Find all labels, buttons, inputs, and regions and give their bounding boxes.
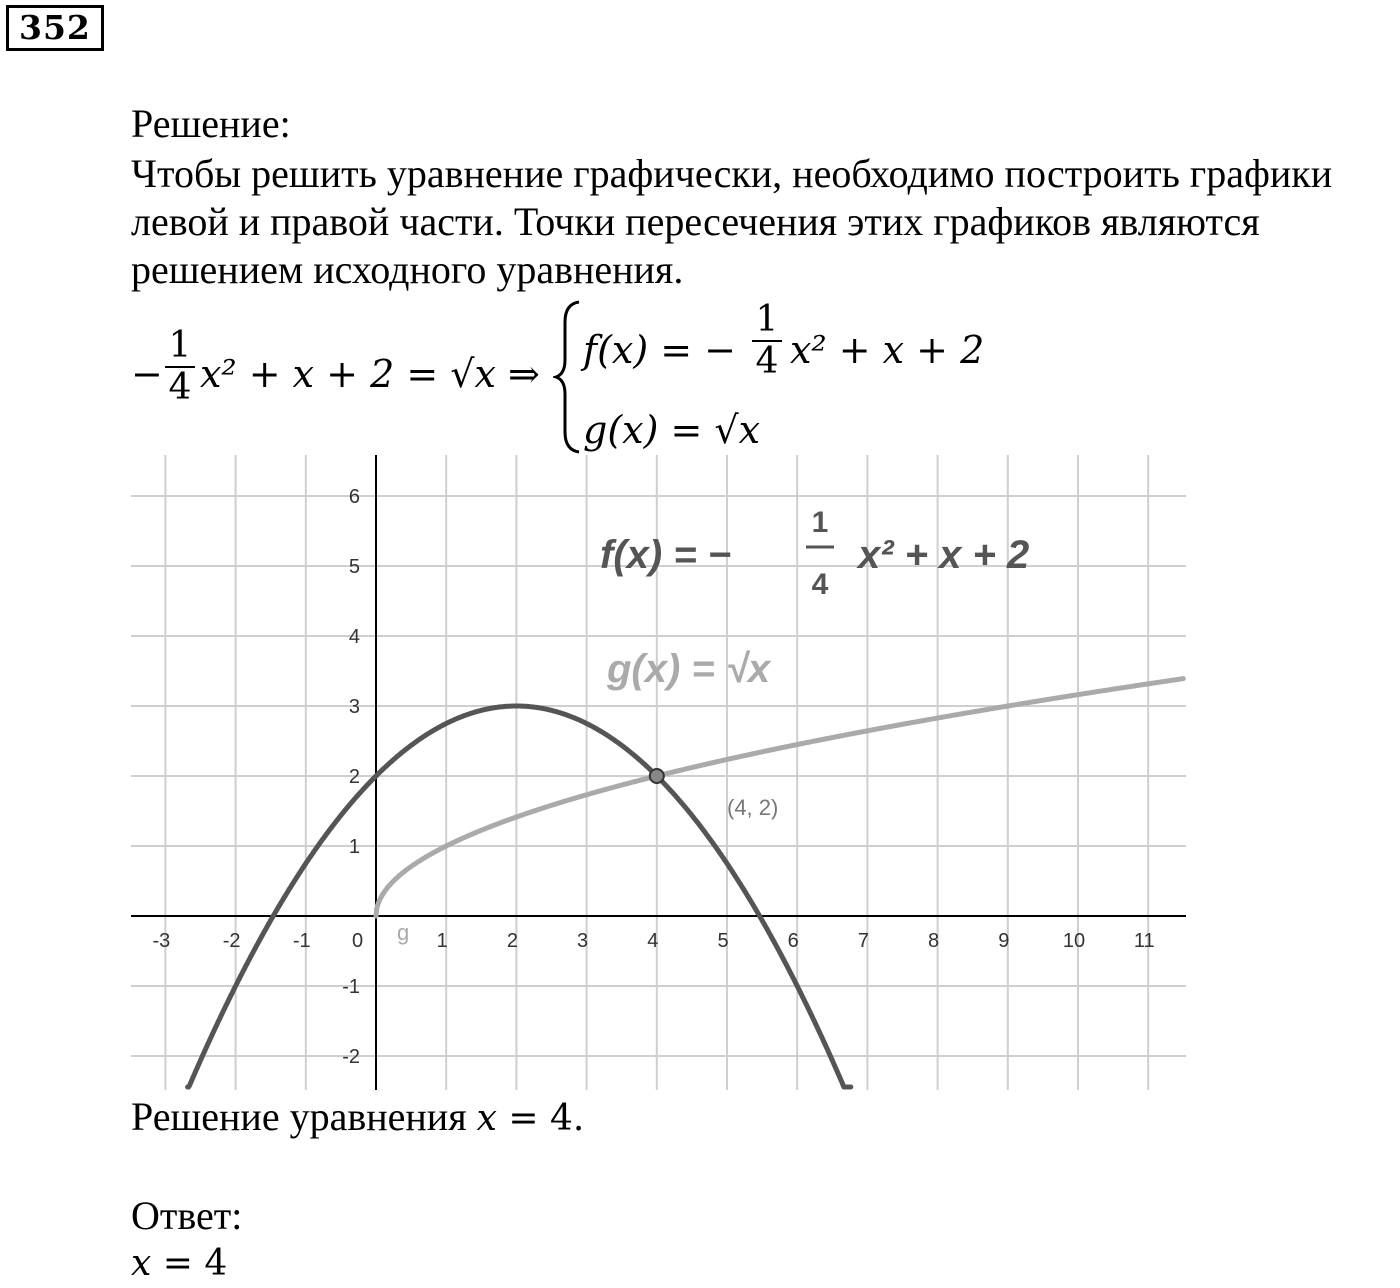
answer-value xyxy=(131,1238,227,1288)
answer-rest: = 4 xyxy=(151,1243,228,1284)
system-f-left: f(x) = − xyxy=(583,328,736,372)
x-tick-label: 0 xyxy=(352,930,364,952)
solution-heading: Решение: xyxy=(131,101,291,146)
conclusion-text: Решение уравнения xyxy=(131,1094,477,1139)
graph-label-f xyxy=(600,506,1029,601)
graph-label-f-den: 4 xyxy=(811,568,829,601)
x-tick-label: 2 xyxy=(506,930,518,952)
system-fraction-denominator: 4 xyxy=(752,340,782,382)
solution-line-3: решением исходного уравнения. xyxy=(131,247,684,292)
x-tick-label: 5 xyxy=(717,930,729,952)
system-fraction-numerator: 1 xyxy=(755,299,779,340)
points xyxy=(650,769,664,783)
equation-rest: x² + x + 2 = √x ⇒ xyxy=(200,352,540,396)
conclusion xyxy=(131,1093,584,1143)
y-tick-label: 5 xyxy=(348,556,360,578)
y-tick-label: -1 xyxy=(342,976,360,998)
curve-f xyxy=(188,706,851,1087)
intersection-label: (4, 2) xyxy=(727,795,779,820)
x-tick-label: 8 xyxy=(928,930,940,952)
x-tick-label: -2 xyxy=(222,930,241,952)
equation-fraction-denominator: 4 xyxy=(165,366,195,408)
solution-line-1: Чтобы решить уравнение графически, необходимо построить графики xyxy=(131,151,1333,196)
x-tick-label: 7 xyxy=(857,930,869,952)
conclusion-rest: = 4. xyxy=(496,1098,585,1139)
curve-g xyxy=(376,679,1183,916)
x-tick-label: 1 xyxy=(436,930,448,952)
intersection-point xyxy=(650,769,664,783)
y-tick-label: 2 xyxy=(348,766,360,788)
x-tick-label: -1 xyxy=(292,930,311,952)
equation-fraction-numerator: 1 xyxy=(168,325,192,366)
y-tick-label: 1 xyxy=(348,836,360,858)
y-tick-label: 6 xyxy=(348,486,360,508)
x-tick-label: 6 xyxy=(787,930,799,952)
curves xyxy=(188,679,1184,1087)
graph-label-g: g(x) = √x xyxy=(607,647,771,691)
answer-var: x xyxy=(131,1243,152,1284)
y-tick-label: -2 xyxy=(342,1046,360,1068)
x-tick-label: 3 xyxy=(577,930,589,952)
problem-number: 352 xyxy=(6,5,104,51)
conclusion-var: x xyxy=(476,1098,497,1139)
system-f-right: x² + x + 2 xyxy=(790,328,985,372)
graph-label-f-num: 1 xyxy=(811,506,829,539)
system-g: g(x) = √x xyxy=(583,408,761,452)
x-tick-label: 9 xyxy=(998,930,1010,952)
x-tick-label: 11 xyxy=(1133,930,1155,952)
answer-heading: Ответ: xyxy=(131,1193,243,1238)
y-tick-label: 3 xyxy=(348,696,360,718)
solution-line-2: левой и правой части. Точки пересечения этих графиков являются xyxy=(131,199,1260,244)
curve-g-name: g xyxy=(397,920,410,945)
x-tick-label: 4 xyxy=(647,930,659,952)
y-tick-label: 4 xyxy=(348,626,360,648)
x-tick-label: -3 xyxy=(152,930,171,952)
x-tick-label: 10 xyxy=(1062,930,1086,952)
equation-minus: − xyxy=(131,352,163,396)
graph-label-f-left: f(x) = − xyxy=(600,533,732,577)
graph-label-f-right: x² + x + 2 xyxy=(858,533,1030,577)
